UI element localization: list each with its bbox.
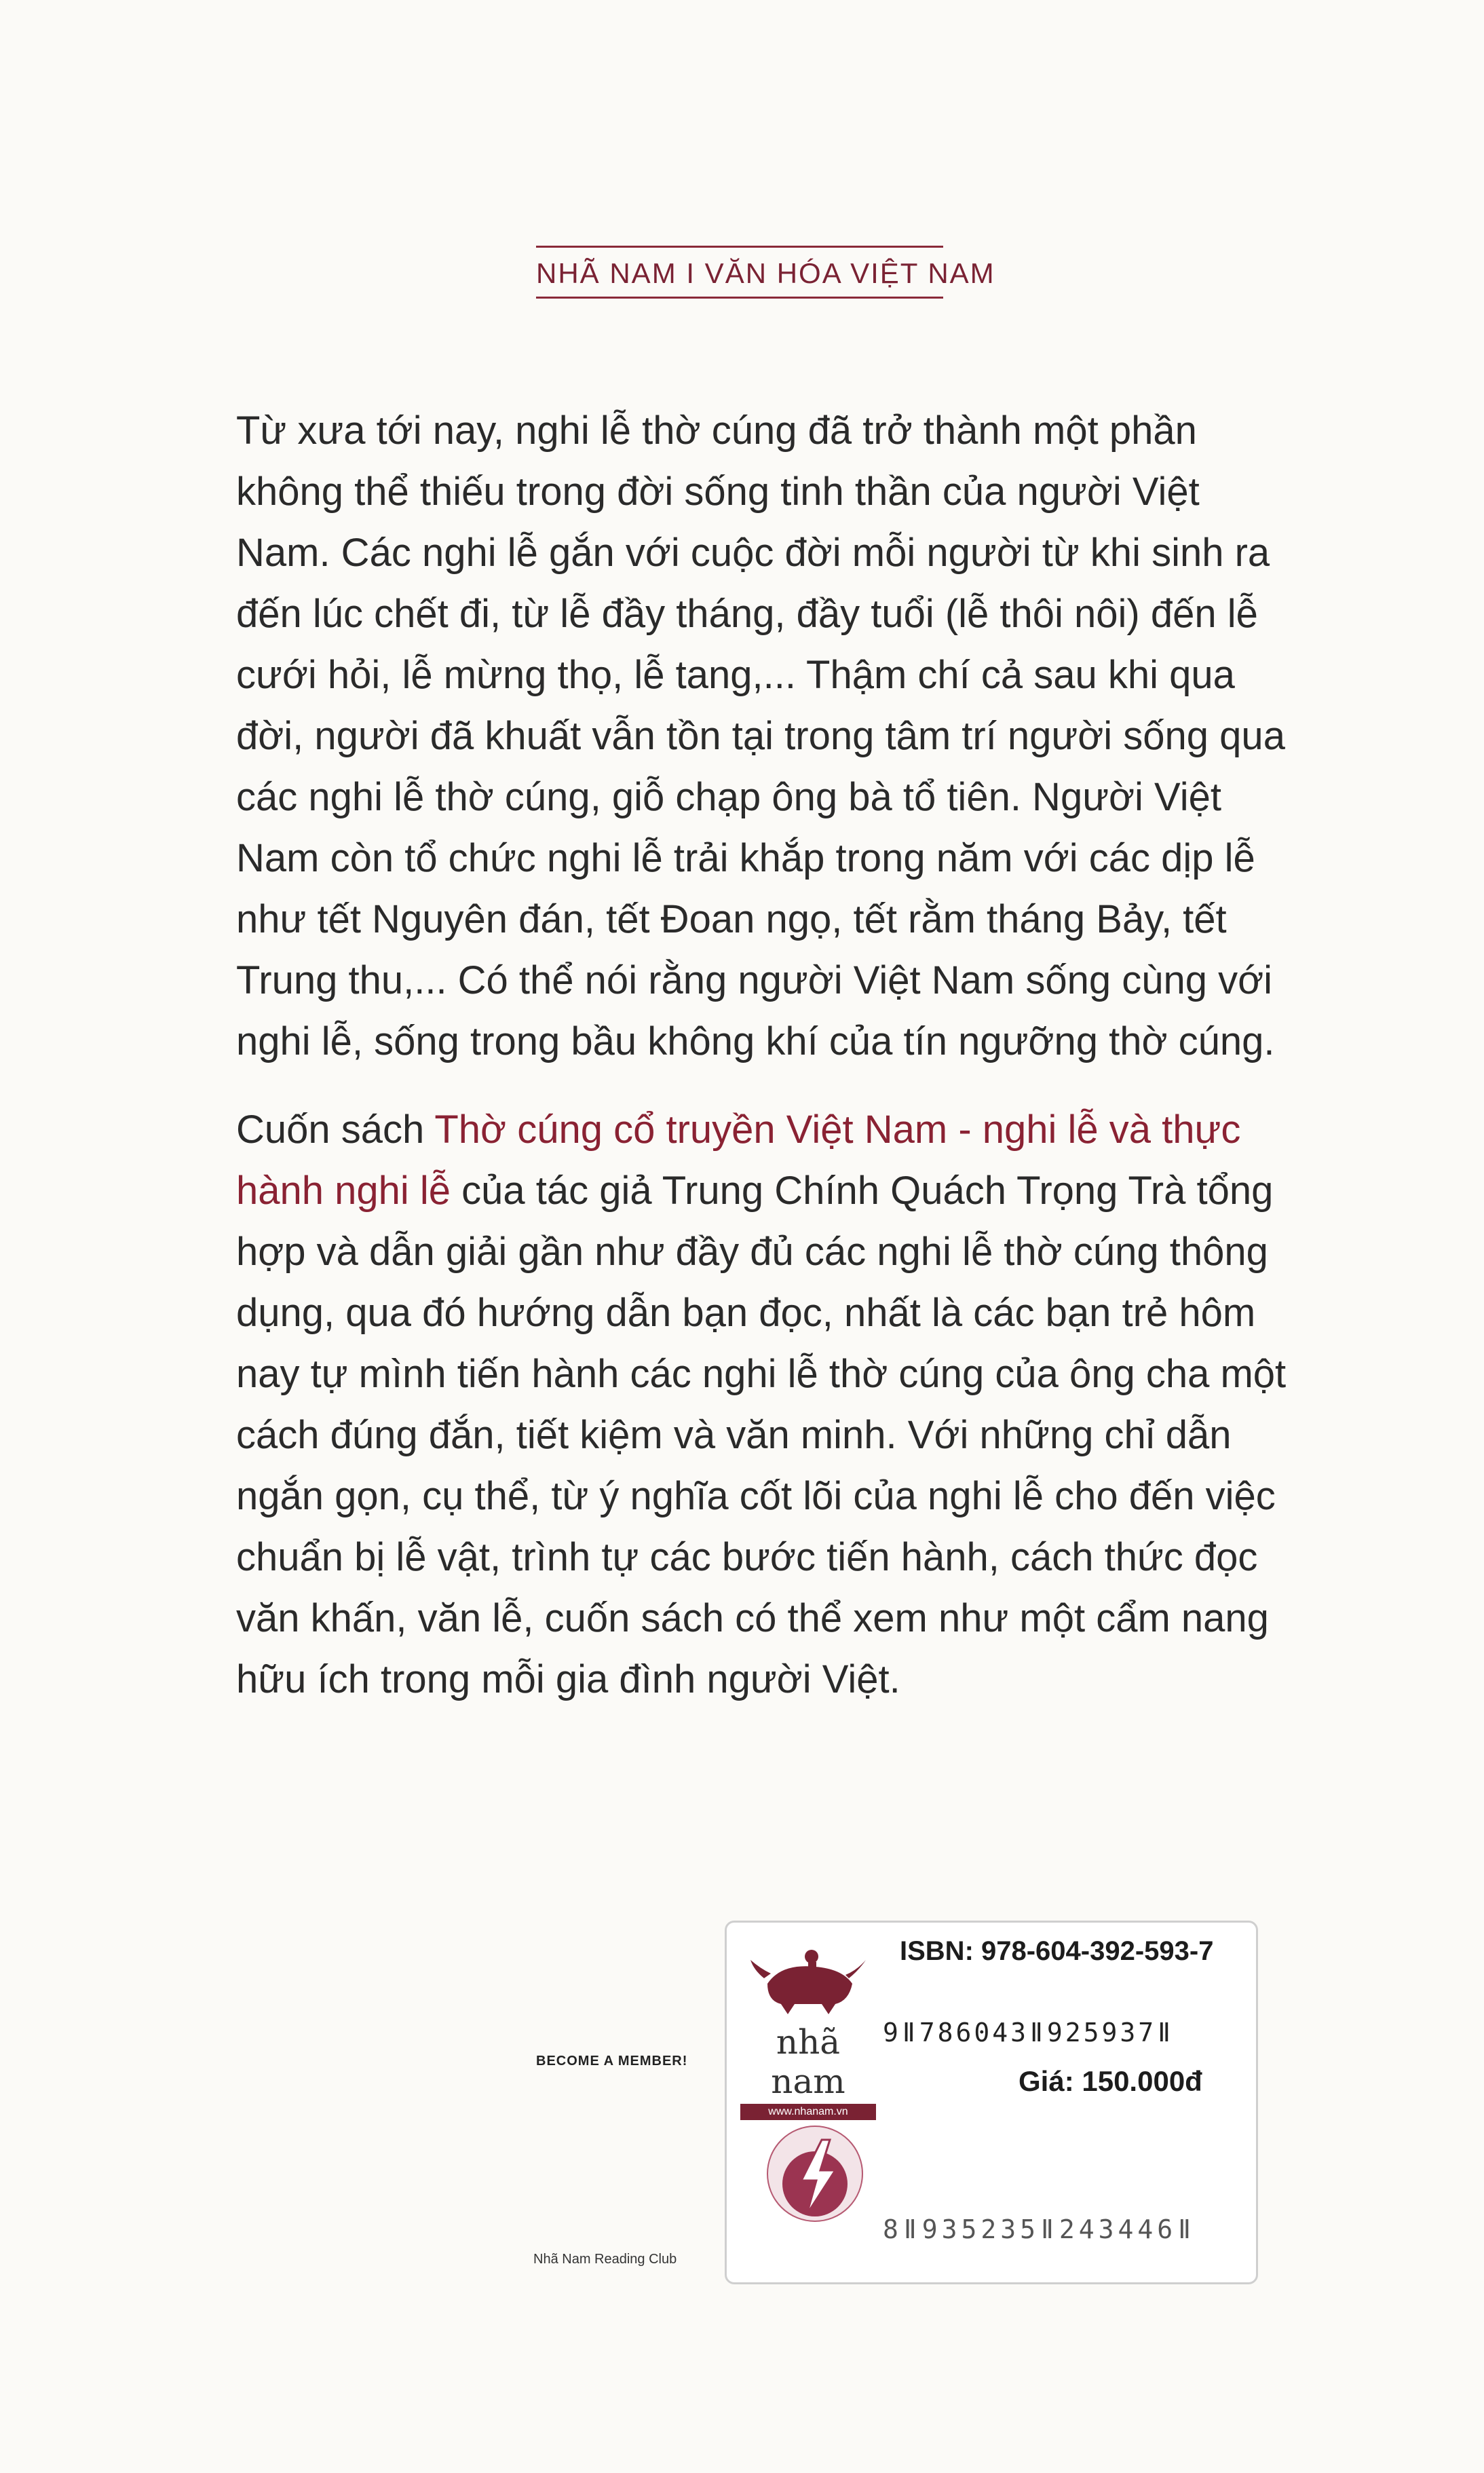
reading-club-text: Nhã Nam Reading Club xyxy=(533,2252,677,2267)
text-line: cách đúng đắn, tiết kiệm và văn minh. Với những chỉ dẫn xyxy=(236,1413,1232,1457)
header-bottom-rule xyxy=(536,297,943,299)
price-label: Giá: 150.000đ xyxy=(1019,2065,1202,2097)
book-title: hành nghi lễ xyxy=(236,1169,451,1213)
paragraph-2 xyxy=(236,1099,1287,1710)
text-line: nghi lễ, sống trong bầu không khí của tín ngưỡng thờ cúng. xyxy=(236,1019,1275,1063)
text-line: không thể thiếu trong đời sống tinh thần của người Việt xyxy=(236,470,1200,514)
publisher-logo xyxy=(740,1936,876,2120)
text-line: chuẩn bị lễ vật, trình tự các bước tiến hành, cách thức đọc xyxy=(236,1535,1258,1579)
anti-piracy-emblem-icon xyxy=(754,2106,876,2242)
text-line: như tết Nguyên đán, tết Đoan ngọ, tết rằm tháng Bảy, tết xyxy=(236,897,1227,941)
text-line: đời, người đã khuất vẫn tồn tại trong tâm trí người sống qua xyxy=(236,714,1285,758)
text-line: ngắn gọn, cụ thể, từ ý nghĩa cốt lõi của nghi lễ cho đến việc xyxy=(236,1474,1276,1518)
text-line: đến lúc chết đi, từ lễ đầy tháng, đầy tuổi (lễ thôi nôi) đến lễ xyxy=(236,592,1258,636)
text-line: văn khấn, văn lễ, cuốn sách có thể xem như một cẩm nang xyxy=(236,1596,1269,1640)
text-segment: của tác giả Trung Chính Quách Trọng Trà tổng xyxy=(451,1169,1274,1213)
paragraph-1 xyxy=(236,400,1285,1072)
text-line: hữu ích trong mỗi gia đình người Việt. xyxy=(236,1657,900,1701)
text-line: Nam còn tổ chức nghi lễ trải khắp trong năm với các dịp lễ xyxy=(236,836,1255,880)
text-line xyxy=(236,1099,1254,1160)
text-line: hợp và dẫn giải gần như đầy đủ các nghi lễ thờ cúng thông xyxy=(236,1230,1268,1274)
isbn-barcode-digits: 9ǁ786043ǁ925937ǁ xyxy=(883,2018,1175,2047)
become-member-text: BECOME A MEMBER! xyxy=(536,2054,688,2069)
isbn-price-sticker xyxy=(725,1921,1258,2284)
text-line: cưới hỏi, lễ mừng thọ, lễ tang,... Thậm chí cả sau khi qua xyxy=(236,653,1235,697)
text-line: Từ xưa tới nay, nghi lễ thờ cúng đã trở thành một phần xyxy=(236,409,1197,453)
back-cover-text xyxy=(236,400,1287,1737)
text-line xyxy=(236,1160,1274,1222)
text-line: các nghi lễ thờ cúng, giỗ chạp ông bà tổ tiên. Người Việt xyxy=(236,775,1221,819)
text-line: dụng, qua đó hướng dẫn bạn đọc, nhất là các bạn trẻ hôm xyxy=(236,1291,1256,1335)
buffalo-rider-icon xyxy=(740,1936,876,2018)
isbn-label: ISBN: 978-604-392-593-7 xyxy=(900,1936,1214,1966)
publisher-website: www.nhanam.vn xyxy=(740,2104,876,2120)
text-line: Nam. Các nghi lễ gắn với cuộc đời mỗi người từ khi sinh ra xyxy=(236,531,1270,575)
text-line: Trung thu,... Có thể nói rằng người Việt Nam sống cùng với xyxy=(236,958,1273,1002)
series-title: NHÃ NAM I VĂN HÓA VIỆT NAM xyxy=(536,257,995,289)
series-header xyxy=(536,246,995,299)
text-segment: Cuốn sách xyxy=(236,1108,435,1152)
text-line: nay tự mình tiến hành các nghi lễ thờ cúng của ông cha một xyxy=(236,1352,1287,1396)
publisher-brand: nhã nam xyxy=(771,2022,845,2101)
book-title: Thờ cúng cổ truyền Việt Nam - nghi lễ và thực xyxy=(434,1108,1241,1152)
ean-barcode-digits: 8ǁ935235ǁ243446ǁ xyxy=(883,2214,1197,2244)
